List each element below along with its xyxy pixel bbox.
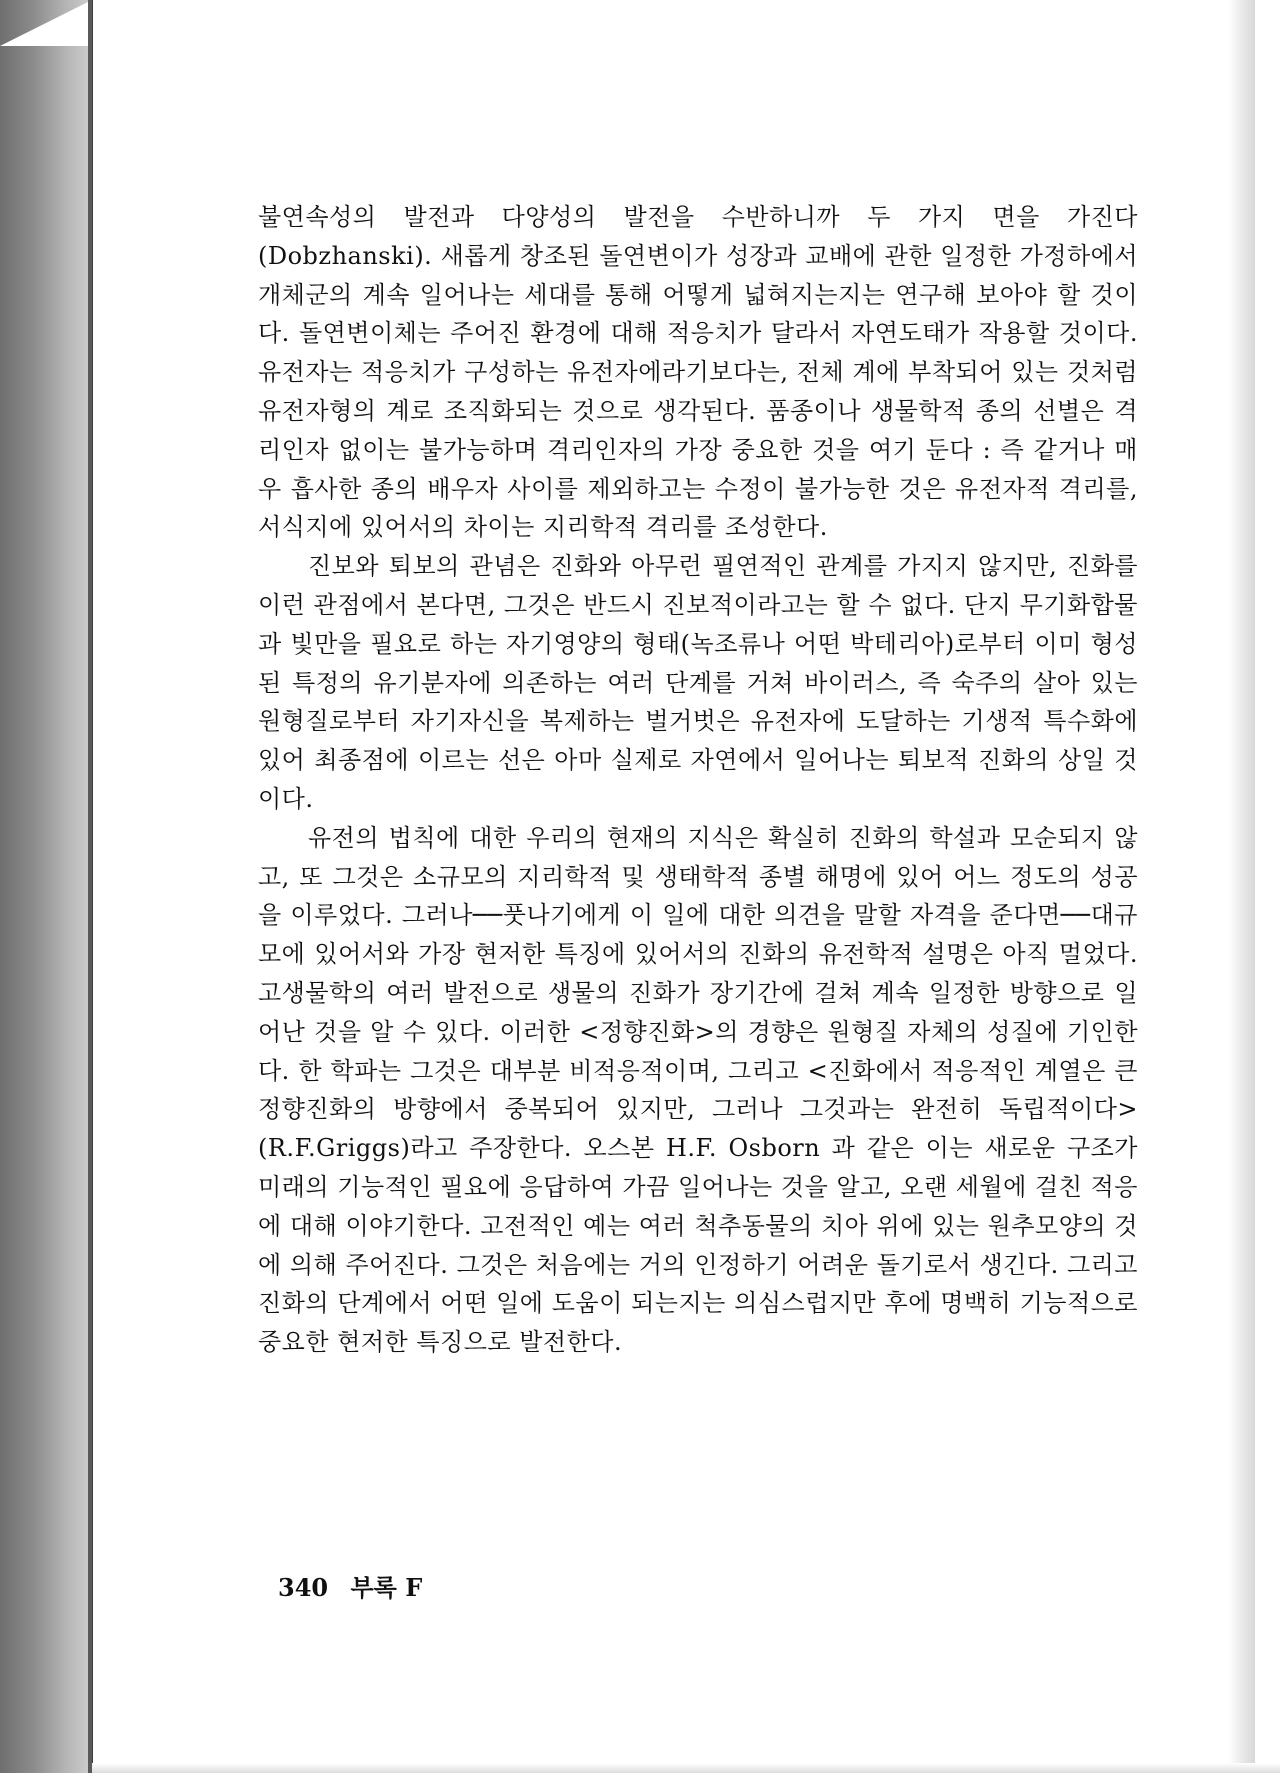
- page-edge-shadow: [1229, 0, 1255, 1773]
- paragraph-2: 진보와 퇴보의 관념은 진화와 아무런 필연적인 관계를 가지지 않지만, 진화를 이런 관점에서 본다면, 그것은 반드시 진보적이라고는 할 수 없다. 단지 무기화합물과 빛만을 필요로 하는 자기영양의 형태(녹조류나 어떤 박테리아)로부터 이미 형성된 특정의 유기분자에 의존하는 여러 단계를 거쳐 바이러스, 즉 숙주의 살아 있는 원형질로부터 자기자신을 복제하는 벌거벗은 유전자에 도달하는 기생적 특수화에 있어 최종점에 이르는 선은 아마 실제로 자연에서 일어나는 퇴보적 진화의 상일 것이다.: [258, 552, 1138, 813]
- page-footer: [278, 1568, 436, 1603]
- book-spine: [0, 0, 92, 1773]
- paragraph-1: 불연속성의 발전과 다양성의 발전을 수반하니까 두 가지 면을 가진다 (Dobzhanski). 새롭게 창조된 돌연변이가 성장과 교배에 관한 일정한 가정하에서 개체군의 계속 일어나는 세대를 통해 어떻게 넓혀지는지는 연구해 보아야 할 것이다. 돌연변이체는 주어진 환경에 대해 적응치가 달라서 자연도태가 작용할 것이다. 유전자는 적응치가 구성하는 유전자에라기보다는, 전체 계에 부착되어 있는 것처럼 유전자형의 계로 조직화되는 것으로 생각된다. 품종이나 생물학적 종의 선별은 격리인자 없이는 불가능하며 격리인자의 가장 중요한 것을 여기 둔다 : 즉 같거나 매우 흡사한 종의 배우자 사이를 제외하고는 수정이 불가능한 것은 유전자적 격리를, 서식지에 있어서의 차이는 지리학적 격리를 조성한다.: [258, 203, 1138, 542]
- page-bottom-shadow: [92, 1763, 1280, 1773]
- section-label: 부록 F: [350, 1573, 423, 1602]
- body-text: [258, 198, 1138, 1362]
- page-number: 340: [278, 1573, 329, 1602]
- paragraph-3: 유전의 법칙에 대한 우리의 현재의 지식은 확실히 진화의 학설과 모순되지 않고, 또 그것은 소규모의 지리학적 및 생태학적 종별 해명에 있어 어느 정도의 성공을 이루었다. 그러나──풋나기에게 이 일에 대한 의견을 말할 자격을 준다면──대규모에 있어서와 가장 현저한 특징에 있어서의 진화의 유전학적 설명은 아직 멀었다. 고생물학의 여러 발전으로 생물의 진화가 장기간에 걸쳐 계속 일정한 방향으로 일어난 것을 알 수 있다. 이러한 <정향진화>의 경향은 원형질 자체의 성질에 기인한다. 한 학파는 그것은 대부분 비적응적이며, 그리고 <진화에서 적응적인 계열은 큰 정향진화의 방향에서 중복되어 있지만, 그러나 그것과는 완전히 독립적이다>(R.F.Griggs)라고 주장한다. 오스본 H.F. Osborn 과 같은 이는 새로운 구조가 미래의 기능적인 필요에 응답하여 가끔 일어나는 것을 알고, 오랜 세월에 걸친 적응에 대해 이야기한다. 고전적인 예는 여러 척추동물의 치아 위에 있는 원추모양의 것에 의해 주어진다. 그것은 처음에는 거의 인정하기 어려운 돌기로서 생긴다. 그리고 진화의 단계에서 어떤 일에 도움이 되는지는 의심스럽지만 후에 명백히 기능적으로 중요한 현저한 특징으로 발전한다.: [258, 823, 1138, 1357]
